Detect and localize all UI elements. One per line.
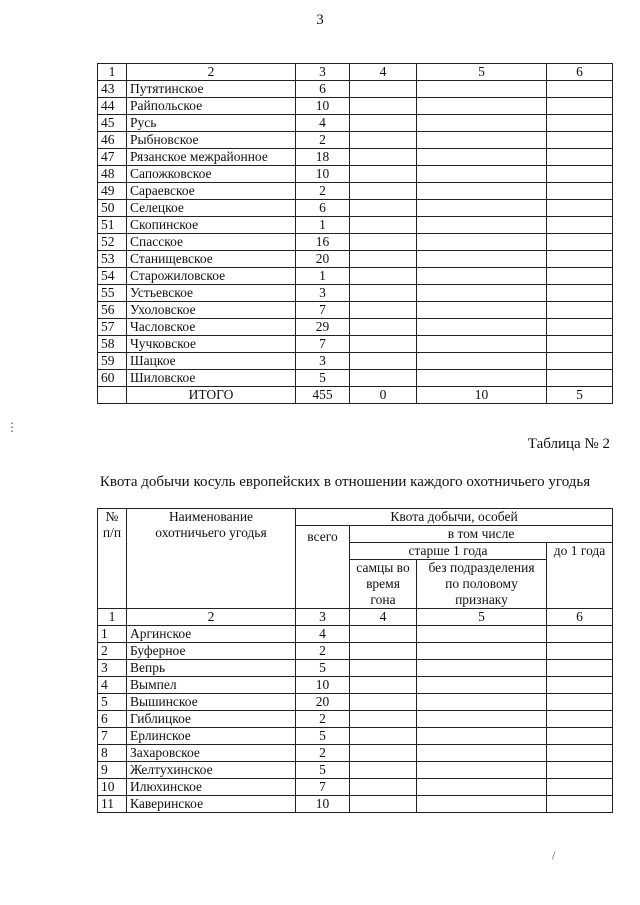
hunting-ground-name: Райпольское — [127, 98, 296, 115]
quota-no-sex — [417, 353, 547, 370]
quota-under-one — [547, 353, 613, 370]
quota-males — [350, 728, 417, 745]
quota-males — [350, 660, 417, 677]
row-number: 52 — [98, 234, 127, 251]
row-number: 57 — [98, 319, 127, 336]
row-number: 46 — [98, 132, 127, 149]
quota-under-one — [547, 285, 613, 302]
table-row — [98, 728, 613, 745]
hunting-ground-name: Устьевское — [127, 285, 296, 302]
col-number: 6 — [547, 609, 613, 626]
hunting-ground-name: Старожиловское — [127, 268, 296, 285]
quota-total: 3 — [296, 353, 350, 370]
quota-no-sex — [417, 336, 547, 353]
quota-under-one — [547, 745, 613, 762]
hunting-ground-name: Спасское — [127, 234, 296, 251]
quota-total: 7 — [296, 779, 350, 796]
quota-total: 29 — [296, 319, 350, 336]
hunting-ground-name: Шиловское — [127, 370, 296, 387]
hunting-ground-name: Станищевское — [127, 251, 296, 268]
quota-total: 2 — [296, 183, 350, 200]
row-number: 54 — [98, 268, 127, 285]
quota-males — [350, 353, 417, 370]
quota-total: 18 — [296, 149, 350, 166]
quota-no-sex — [417, 677, 547, 694]
hunting-ground-name: Каверинское — [127, 796, 296, 813]
header-quota: Квота добычи, особей — [296, 509, 613, 526]
table-row — [98, 217, 613, 234]
row-number: 43 — [98, 81, 127, 98]
header-including: в том числе — [350, 526, 613, 543]
row-number: 45 — [98, 115, 127, 132]
hunting-ground-name: Рыбновское — [127, 132, 296, 149]
quota-total: 5 — [296, 762, 350, 779]
quota-males — [350, 677, 417, 694]
hunting-ground-name: Чучковское — [127, 336, 296, 353]
quota-total: 20 — [296, 694, 350, 711]
quota-males — [350, 166, 417, 183]
table-row — [98, 234, 613, 251]
quota-no-sex — [417, 81, 547, 98]
hunting-ground-name: Рязанское межрайонное — [127, 149, 296, 166]
quota-males — [350, 302, 417, 319]
header-name: Наименование охотничьего угодья — [127, 509, 296, 609]
col-number: 4 — [350, 64, 417, 81]
quota-under-one — [547, 319, 613, 336]
quota-total: 1 — [296, 217, 350, 234]
row-number: 56 — [98, 302, 127, 319]
quota-table-roe-deer — [97, 508, 613, 813]
row-number: 7 — [98, 728, 127, 745]
quota-males — [350, 81, 417, 98]
quota-under-one — [547, 796, 613, 813]
col-number: 5 — [417, 64, 547, 81]
table-row — [98, 677, 613, 694]
quota-no-sex — [417, 319, 547, 336]
total-c6: 5 — [547, 387, 613, 404]
quota-total: 4 — [296, 115, 350, 132]
quota-no-sex — [417, 149, 547, 166]
col-number: 2 — [127, 609, 296, 626]
col-number: 5 — [417, 609, 547, 626]
table-caption: Таблица № 2 — [527, 436, 610, 452]
row-number: 47 — [98, 149, 127, 166]
table-row — [98, 370, 613, 387]
row-number: 59 — [98, 353, 127, 370]
table-row — [98, 183, 613, 200]
quota-total: 2 — [296, 745, 350, 762]
quota-under-one — [547, 779, 613, 796]
row-number: 53 — [98, 251, 127, 268]
quota-males — [350, 796, 417, 813]
row-number — [98, 387, 127, 404]
hunting-ground-name: Желтухинское — [127, 762, 296, 779]
quota-males — [350, 626, 417, 643]
col-number: 6 — [547, 64, 613, 81]
quota-males — [350, 98, 417, 115]
col-number: 4 — [350, 609, 417, 626]
quota-under-one — [547, 626, 613, 643]
quota-total: 16 — [296, 234, 350, 251]
quota-males — [350, 336, 417, 353]
table-row — [98, 81, 613, 98]
hunting-ground-name: Скопинское — [127, 217, 296, 234]
quota-males — [350, 762, 417, 779]
quota-total: 2 — [296, 132, 350, 149]
table-row — [98, 200, 613, 217]
table-row — [98, 762, 613, 779]
row-number: 2 — [98, 643, 127, 660]
hunting-ground-name: Вымпел — [127, 677, 296, 694]
col-number: 2 — [127, 64, 296, 81]
quota-total: 10 — [296, 98, 350, 115]
quota-under-one — [547, 200, 613, 217]
row-number: 51 — [98, 217, 127, 234]
quota-no-sex — [417, 660, 547, 677]
quota-males — [350, 285, 417, 302]
quota-no-sex — [417, 268, 547, 285]
hunting-ground-name: Часловское — [127, 319, 296, 336]
quota-under-one — [547, 370, 613, 387]
row-number: 44 — [98, 98, 127, 115]
row-number: 5 — [98, 694, 127, 711]
table-row — [98, 268, 613, 285]
row-number: 8 — [98, 745, 127, 762]
quota-under-one — [547, 677, 613, 694]
quota-under-one — [547, 762, 613, 779]
total-c5: 10 — [417, 387, 547, 404]
quota-total: 4 — [296, 626, 350, 643]
quota-no-sex — [417, 234, 547, 251]
quota-under-one — [547, 694, 613, 711]
header-males: самцы во время гона — [350, 560, 417, 609]
quota-under-one — [547, 728, 613, 745]
hunting-ground-name: Русь — [127, 115, 296, 132]
quota-under-one — [547, 643, 613, 660]
quota-under-one — [547, 98, 613, 115]
quota-total: 10 — [296, 166, 350, 183]
quota-males — [350, 183, 417, 200]
quota-males — [350, 234, 417, 251]
table-row — [98, 626, 613, 643]
quota-males — [350, 643, 417, 660]
quota-total: 7 — [296, 336, 350, 353]
quota-males — [350, 268, 417, 285]
quota-under-one — [547, 711, 613, 728]
quota-males — [350, 115, 417, 132]
quota-under-one — [547, 115, 613, 132]
quota-no-sex — [417, 251, 547, 268]
quota-males — [350, 319, 417, 336]
table-row — [98, 166, 613, 183]
hunting-ground-name: Буферное — [127, 643, 296, 660]
quota-males — [350, 217, 417, 234]
hunting-ground-name: Вышинское — [127, 694, 296, 711]
hunting-ground-name: Сараевское — [127, 183, 296, 200]
quota-no-sex — [417, 98, 547, 115]
quota-no-sex — [417, 370, 547, 387]
row-number: 3 — [98, 660, 127, 677]
table-row — [98, 353, 613, 370]
quota-total: 20 — [296, 251, 350, 268]
quota-total: 10 — [296, 796, 350, 813]
table-row — [98, 132, 613, 149]
hunting-ground-name: Илюхинское — [127, 779, 296, 796]
row-number: 11 — [98, 796, 127, 813]
table-title: Квота добычи косуль европейских в отношении каждого охотничьего угодья — [99, 474, 591, 490]
quota-total: 10 — [296, 677, 350, 694]
quota-total: 2 — [296, 643, 350, 660]
quota-no-sex — [417, 132, 547, 149]
quota-under-one — [547, 302, 613, 319]
scan-artifact: ⋮ — [6, 420, 18, 434]
row-number: 50 — [98, 200, 127, 217]
quota-under-one — [547, 336, 613, 353]
quota-males — [350, 779, 417, 796]
column-number-row — [98, 609, 613, 626]
quota-no-sex — [417, 302, 547, 319]
quota-no-sex — [417, 115, 547, 132]
quota-under-one — [547, 132, 613, 149]
table-row — [98, 98, 613, 115]
hunting-ground-name: Сапожковское — [127, 166, 296, 183]
quota-total: 7 — [296, 302, 350, 319]
row-number: 55 — [98, 285, 127, 302]
total-label: ИТОГО — [127, 387, 296, 404]
table-row — [98, 660, 613, 677]
quota-total: 6 — [296, 81, 350, 98]
scan-artifact: / — [552, 848, 556, 862]
quota-under-one — [547, 660, 613, 677]
total-c3: 455 — [296, 387, 350, 404]
table-row — [98, 115, 613, 132]
row-number: 58 — [98, 336, 127, 353]
quota-no-sex — [417, 728, 547, 745]
total-c4: 0 — [350, 387, 417, 404]
col-number: 3 — [296, 609, 350, 626]
quota-males — [350, 370, 417, 387]
hunting-ground-name: Путятинское — [127, 81, 296, 98]
quota-under-one — [547, 149, 613, 166]
quota-total: 5 — [296, 370, 350, 387]
total-row — [98, 387, 613, 404]
hunting-ground-name: Шацкое — [127, 353, 296, 370]
quota-table-continued — [97, 63, 613, 404]
quota-no-sex — [417, 626, 547, 643]
header-number: № п/п — [98, 509, 127, 609]
row-number: 60 — [98, 370, 127, 387]
table-row — [98, 319, 613, 336]
quota-males — [350, 149, 417, 166]
quota-total: 1 — [296, 268, 350, 285]
quota-no-sex — [417, 643, 547, 660]
table-row — [98, 149, 613, 166]
header-under: до 1 года — [547, 543, 613, 609]
quota-under-one — [547, 81, 613, 98]
quota-under-one — [547, 268, 613, 285]
quota-total: 5 — [296, 660, 350, 677]
quota-total: 2 — [296, 711, 350, 728]
col-number: 3 — [296, 64, 350, 81]
quota-males — [350, 200, 417, 217]
quota-under-one — [547, 217, 613, 234]
row-number: 1 — [98, 626, 127, 643]
hunting-ground-name: Захаровское — [127, 745, 296, 762]
table-row — [98, 643, 613, 660]
table-row — [98, 711, 613, 728]
row-number: 4 — [98, 677, 127, 694]
quota-no-sex — [417, 779, 547, 796]
table-row — [98, 302, 613, 319]
row-number: 48 — [98, 166, 127, 183]
table-row — [98, 796, 613, 813]
row-number: 10 — [98, 779, 127, 796]
quota-males — [350, 745, 417, 762]
quota-no-sex — [417, 711, 547, 728]
quota-males — [350, 251, 417, 268]
quota-under-one — [547, 183, 613, 200]
quota-under-one — [547, 251, 613, 268]
table-row — [98, 251, 613, 268]
quota-total: 6 — [296, 200, 350, 217]
table-row — [98, 336, 613, 353]
hunting-ground-name: Аргинское — [127, 626, 296, 643]
table-row — [98, 285, 613, 302]
quota-no-sex — [417, 183, 547, 200]
quota-no-sex — [417, 694, 547, 711]
quota-males — [350, 711, 417, 728]
header-older: старше 1 года — [350, 543, 547, 560]
page-number: 3 — [316, 12, 324, 28]
header-no-sex: без подразделения по половому признаку — [417, 560, 547, 609]
col-number: 1 — [98, 64, 127, 81]
quota-no-sex — [417, 762, 547, 779]
quota-males — [350, 694, 417, 711]
quota-no-sex — [417, 285, 547, 302]
table-row — [98, 694, 613, 711]
quota-no-sex — [417, 745, 547, 762]
quota-total: 3 — [296, 285, 350, 302]
header-row — [98, 509, 613, 526]
row-number: 6 — [98, 711, 127, 728]
quota-no-sex — [417, 166, 547, 183]
quota-no-sex — [417, 200, 547, 217]
quota-no-sex — [417, 796, 547, 813]
hunting-ground-name: Вепрь — [127, 660, 296, 677]
row-number: 9 — [98, 762, 127, 779]
hunting-ground-name: Ухоловское — [127, 302, 296, 319]
quota-males — [350, 132, 417, 149]
row-number: 49 — [98, 183, 127, 200]
col-number: 1 — [98, 609, 127, 626]
quota-under-one — [547, 234, 613, 251]
table-row — [98, 745, 613, 762]
hunting-ground-name: Ерлинское — [127, 728, 296, 745]
column-number-row — [98, 64, 613, 81]
hunting-ground-name: Гиблицкое — [127, 711, 296, 728]
quota-total: 5 — [296, 728, 350, 745]
header-total: всего — [296, 526, 350, 609]
table-row — [98, 779, 613, 796]
hunting-ground-name: Селецкое — [127, 200, 296, 217]
quota-under-one — [547, 166, 613, 183]
quota-no-sex — [417, 217, 547, 234]
